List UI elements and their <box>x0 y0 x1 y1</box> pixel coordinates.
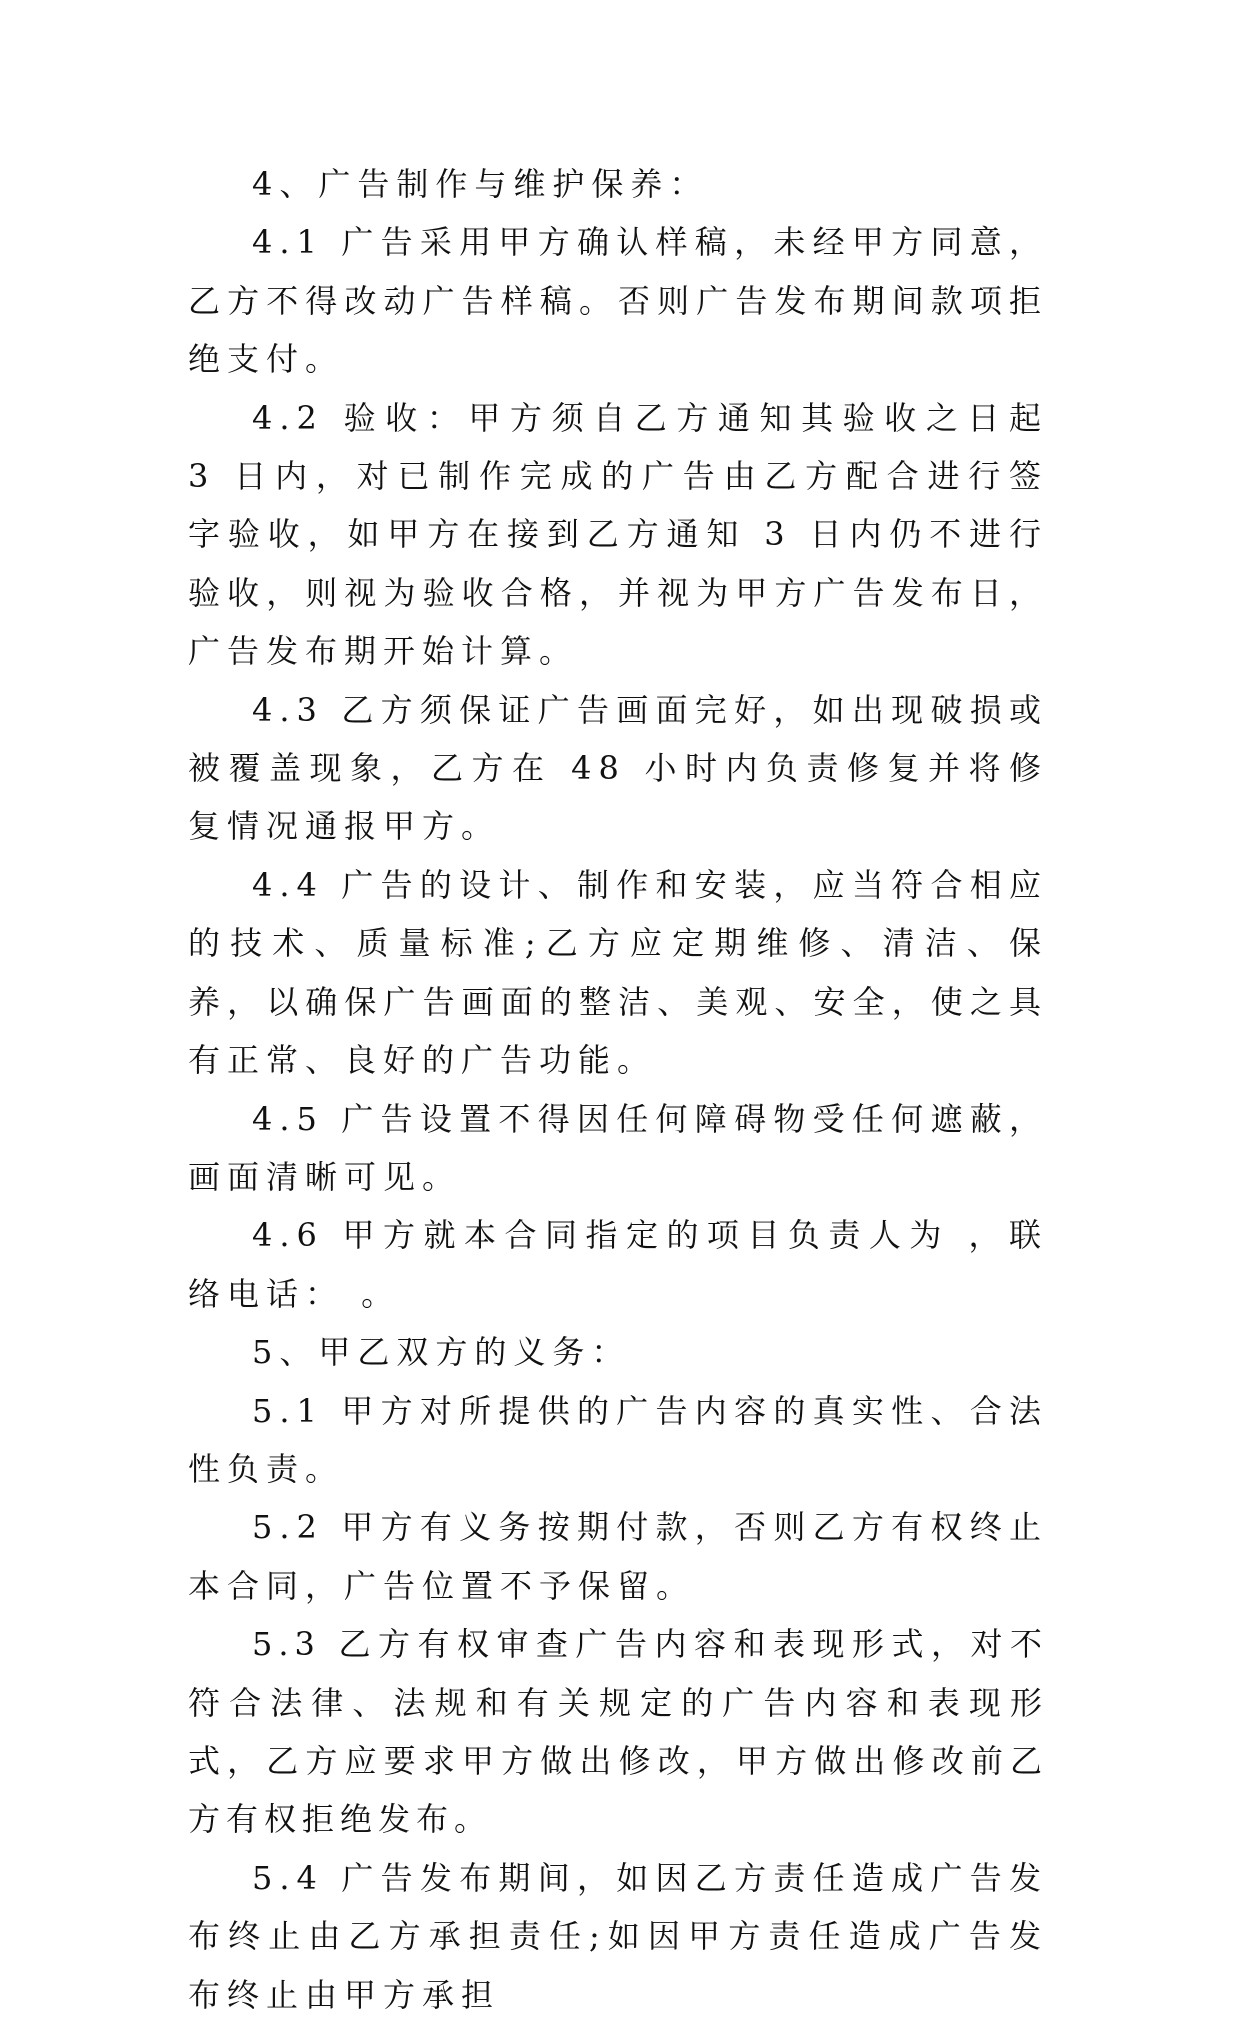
paragraph-4-4: 4.4 广告的设计、制作和安装，应当符合相应的技术、质量标准;乙方应定期维修、清洁、保养，以确保广告画面的整洁、美观、安全，使之具有正常、良好的广告功能。 <box>188 865 1048 1080</box>
paragraph-4-5: 4.5 广告设置不得因任何障碍物受任何遮蔽，画面清晰可见。 <box>188 1099 1048 1196</box>
paragraph-4-3: 4.3 乙方须保证广告画面完好，如出现破损或被覆盖现象，乙方在 48 小时内负责修复并将修复情况通报甲方。 <box>188 690 1048 846</box>
paragraph-5-3: 5.3 乙方有权审查广告内容和表现形式，对不符合法律、法规和有关规定的广告内容和表现形式，乙方应要求甲方做出修改，甲方做出修改前乙方有权拒绝发布。 <box>188 1625 1048 1839</box>
paragraph-5-heading: 5、甲乙双方的义务： <box>252 1333 631 1372</box>
document-body <box>188 155 1048 2024</box>
paragraph-4-1: 4.1 广告采用甲方确认样稿，未经甲方同意，乙方不得改动广告样稿。否则广告发布期间款项拒绝支付。 <box>188 223 1048 379</box>
paragraph-4-6: 4.6 甲方就本合同指定的项目负责人为 ，联络电话： 。 <box>188 1216 1048 1313</box>
paragraph-4-2: 4.2 验收：甲方须自乙方通知其验收之日起 3 日内，对已制作完成的广告由乙方配合进行签字验收，如甲方在接到乙方通知 3 日内仍不进行验收，则视为验收合格，并视为甲方广告发布日，广告发布期开始计算。 <box>188 398 1048 671</box>
paragraph-4-heading: 4、广告制作与维护保养： <box>252 165 709 203</box>
paragraph-5-1: 5.1 甲方对所提供的广告内容的真实性、合法性负责。 <box>188 1391 1048 1488</box>
paragraph-5-2: 5.2 甲方有义务按期付款，否则乙方有权终止本合同，广告位置不予保留。 <box>188 1508 1048 1605</box>
paragraph-5-4: 5.4 广告发布期间，如因乙方责任造成广告发布终止由乙方承担责任;如因甲方责任造成广告发布终止由甲方承担 <box>188 1858 1048 2014</box>
